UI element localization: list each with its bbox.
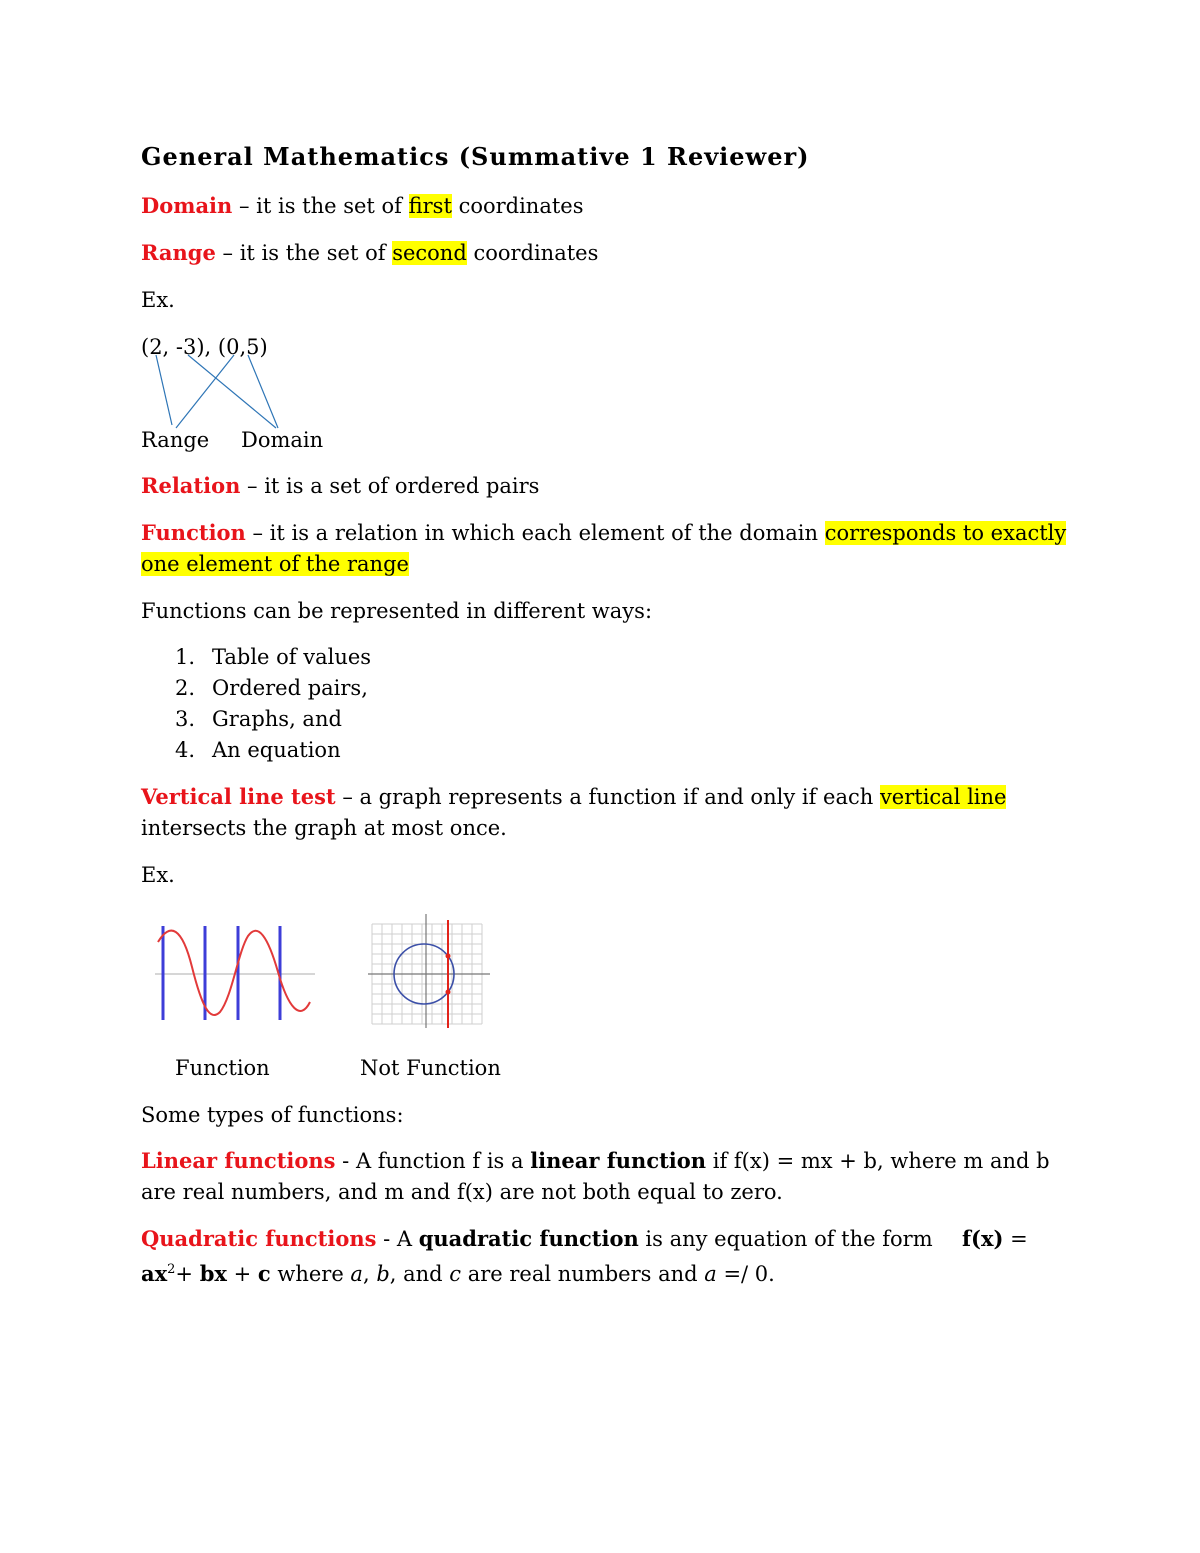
range-definition: [141, 238, 598, 268]
list-item: [175, 673, 368, 703]
var-b: b: [376, 1262, 390, 1286]
quadratic-bx: bx: [199, 1261, 227, 1286]
domain-highlight: first: [408, 194, 452, 218]
and-text: , and: [389, 1262, 450, 1286]
comma: ,: [362, 1262, 377, 1286]
list-text: Table of values: [212, 645, 372, 669]
linear-text-end: if f(x) = mx + b, where m and b: [706, 1149, 1050, 1173]
quadratic-term: Quadratic functions: [141, 1226, 377, 1251]
quadratic-plus: +: [175, 1262, 200, 1286]
circle-graph-icon: [366, 910, 498, 1028]
types-intro: Some types of functions:: [141, 1103, 404, 1127]
relation-text: – it is a set of ordered pairs: [240, 474, 540, 498]
var-a-2: a: [704, 1262, 717, 1286]
representations-intro: Functions can be represented in different ways:: [141, 599, 653, 623]
range-text-end: coordinates: [466, 241, 599, 265]
range-text: – it is the set of: [215, 241, 393, 265]
vertical-line-test-definition: [141, 782, 1006, 812]
quadratic-ax: ax: [141, 1261, 168, 1286]
list-number: 2.: [175, 676, 196, 700]
vertical-line-test-text: – a graph represents a function if and only if each: [335, 785, 880, 809]
quadratic-c: c: [257, 1261, 271, 1286]
quadratic-fx: [962, 1224, 1028, 1254]
function-definition: [141, 518, 1066, 548]
function-definition-line2: [141, 549, 409, 579]
list-item: [175, 642, 371, 672]
list-item: [175, 735, 341, 765]
vertical-line-test-line2: intersects the graph at most once.: [141, 816, 507, 840]
list-number: 1.: [175, 645, 196, 669]
sine-wave-graph-icon: [150, 922, 320, 1024]
quadratic-function-definition: [141, 1224, 933, 1254]
vertical-line-highlight: vertical line: [879, 785, 1007, 809]
quadratic-equals: =: [1003, 1227, 1028, 1251]
quadratic-function-line2: [141, 1255, 775, 1289]
relation-definition: [141, 471, 539, 501]
range-highlight: second: [392, 241, 467, 265]
linear-function-line2: are real numbers, and m and f(x) are not both equal to zero.: [141, 1180, 783, 1204]
range-label: Range: [141, 428, 210, 452]
domain-label: Domain: [241, 428, 324, 452]
example-label: Ex.: [141, 288, 175, 312]
var-c: c: [449, 1262, 462, 1286]
example-label-2: Ex.: [141, 863, 175, 887]
list-text: Ordered pairs,: [212, 676, 368, 700]
quadratic-exponent: 2: [167, 1262, 176, 1277]
quadratic-bold: quadratic function: [418, 1226, 639, 1251]
not-zero-text: =/ 0.: [716, 1262, 775, 1286]
function-highlight-1: corresponds to exactly: [824, 521, 1067, 545]
domain-text: – it is the set of: [232, 194, 409, 218]
real-numbers-text: are real numbers and: [461, 1262, 705, 1286]
list-text: An equation: [212, 738, 341, 762]
function-text: – it is a relation in which each element of the domain: [245, 521, 825, 545]
function-term: Function: [141, 520, 246, 545]
list-item: [175, 704, 342, 734]
relation-term: Relation: [141, 473, 241, 498]
ordered-pairs: (2, -3), (0,5): [141, 335, 268, 359]
quadratic-text-mid: is any equation of the form: [638, 1227, 933, 1251]
list-text: Graphs, and: [212, 707, 342, 731]
quadratic-where: where: [270, 1262, 351, 1286]
quadratic-text: - A: [376, 1227, 419, 1251]
vertical-line-test-term: Vertical line test: [141, 784, 336, 809]
var-a: a: [350, 1262, 363, 1286]
domain-term: Domain: [141, 193, 233, 218]
list-number: 4.: [175, 738, 196, 762]
list-number: 3.: [175, 707, 196, 731]
not-function-caption: Not Function: [360, 1056, 501, 1080]
domain-definition: [141, 191, 584, 221]
linear-function-definition: [141, 1146, 1050, 1176]
function-highlight-2: one element of the range: [141, 552, 409, 576]
linear-term: Linear functions: [141, 1148, 336, 1173]
linear-text: - A function f is a: [335, 1149, 531, 1173]
quadratic-plus-2: +: [226, 1262, 258, 1286]
page-title: General Mathematics (Summative 1 Reviewer): [141, 142, 810, 171]
range-term: Range: [141, 240, 216, 265]
linear-bold: linear function: [530, 1148, 707, 1173]
domain-text-end: coordinates: [451, 194, 584, 218]
quadratic-fx-bold: f(x): [962, 1226, 1004, 1251]
function-caption: Function: [175, 1056, 270, 1080]
